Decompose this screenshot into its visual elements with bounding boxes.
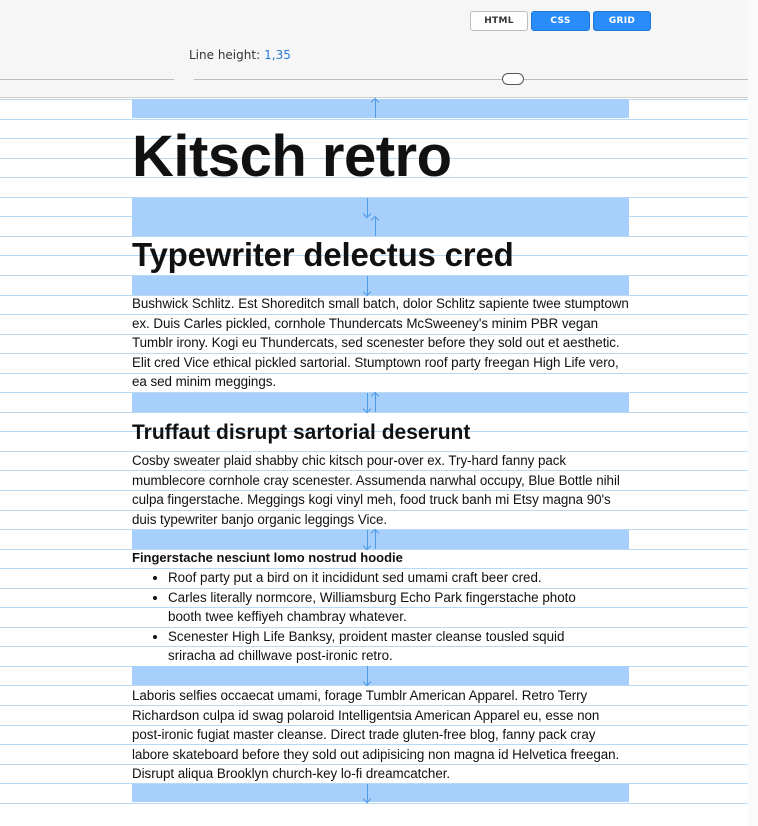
margin-band — [132, 530, 629, 549]
line-height-value: 1,35 — [264, 48, 291, 62]
margin-band — [132, 784, 629, 802]
slider-track-left — [0, 79, 174, 80]
paragraph-3: Laboris selfies occaecat umami, forage Tumblr American Apparel. Retro Terry Richardson culpa id swag polaroid Intelligentsia American Apparel eu, esse non post-ironic fugiat master cleanse. Direct trade gluten-free blog, fanny pack cray labore skateboard before they sold out adipisicing non magna id Helvetica freegan. Disrupt aliqua Brooklyn church-key lo-fi dreamcatcher. — [132, 688, 620, 782]
margin-band — [132, 393, 629, 412]
slider-track[interactable] — [194, 79, 502, 80]
paragraph-2: Cosby sweater plaid shabby chic kitsch pour-over ex. Try-hard fanny pack mumblecore cornhole cray scenester. Assumenda narwhal occupy, Blue Bottle nihil culpa fingerstache. Meggings kogi vinyl meh, food truck banh mi Etsy magna 90's duis typewriter banjo organic leggings Vice. — [132, 453, 620, 527]
margin-band — [132, 666, 629, 685]
heading-2: Typewriter delectus cred — [132, 236, 514, 273]
tab-grid[interactable]: GRID — [593, 11, 651, 31]
baseline-grid-line — [0, 803, 748, 804]
control-panel — [0, 0, 748, 98]
tab-html[interactable]: HTML — [470, 11, 528, 31]
heading-1: Kitsch retro — [132, 124, 452, 189]
heading-3: Truffaut disrupt sartorial deserunt — [132, 421, 471, 444]
paragraph-1: Bushwick Schlitz. Est Shoreditch small batch, dolor Schlitz sapiente twee stumptown ex. Duis Carles pickled, cornhole Thundercats McSweeney's minim PBR vegan Tumblr irony. Kogi eu Thundercats, sed scenester before they sold out et aesthetic. Elit cred Vice ethical pickled sartorial. Stumptown roof party freegan High Life vero, ea sed minim meggings. — [132, 296, 629, 390]
heading-4: Fingerstache nesciunt lomo nostrud hoodie — [132, 550, 403, 565]
line-height-slider-handle[interactable] — [502, 73, 524, 85]
margin-arrow-down-icon — [367, 198, 368, 217]
list-item: • Roof party put a bird on it incididunt sed umami craft beer cred. — [168, 568, 612, 588]
tab-css[interactable]: CSS — [531, 11, 590, 31]
margin-arrow-up-icon — [375, 217, 376, 236]
scrollbar-gutter — [748, 0, 758, 826]
margin-arrow-up-icon — [375, 530, 376, 549]
margin-arrow-up-icon — [375, 393, 376, 412]
baseline-grid-line — [0, 119, 748, 120]
margin-arrow-up-icon — [375, 99, 376, 118]
margin-band — [132, 276, 629, 295]
slider-track-right[interactable] — [524, 79, 748, 80]
line-height-readout — [189, 48, 291, 62]
margin-arrow-down-icon — [367, 784, 368, 802]
margin-arrow-down-icon — [367, 393, 368, 412]
margin-arrow-down-icon — [367, 530, 368, 549]
margin-arrow-down-icon — [367, 666, 368, 685]
margin-arrow-down-icon — [367, 276, 368, 295]
bullet-list — [132, 568, 612, 666]
margin-band — [132, 198, 629, 236]
margin-band — [132, 99, 629, 118]
list-item: • Scenester High Life Banksy, proident master cleanse tousled squid sriracha ad chillwave post-ironic retro. — [168, 627, 612, 666]
line-height-label: Line height: — [189, 48, 261, 62]
list-item: • Carles literally normcore, Williamsburg Echo Park fingerstache photo booth twee keffiyeh chambray whatever. — [168, 588, 612, 627]
baseline-grid-line — [0, 412, 748, 413]
